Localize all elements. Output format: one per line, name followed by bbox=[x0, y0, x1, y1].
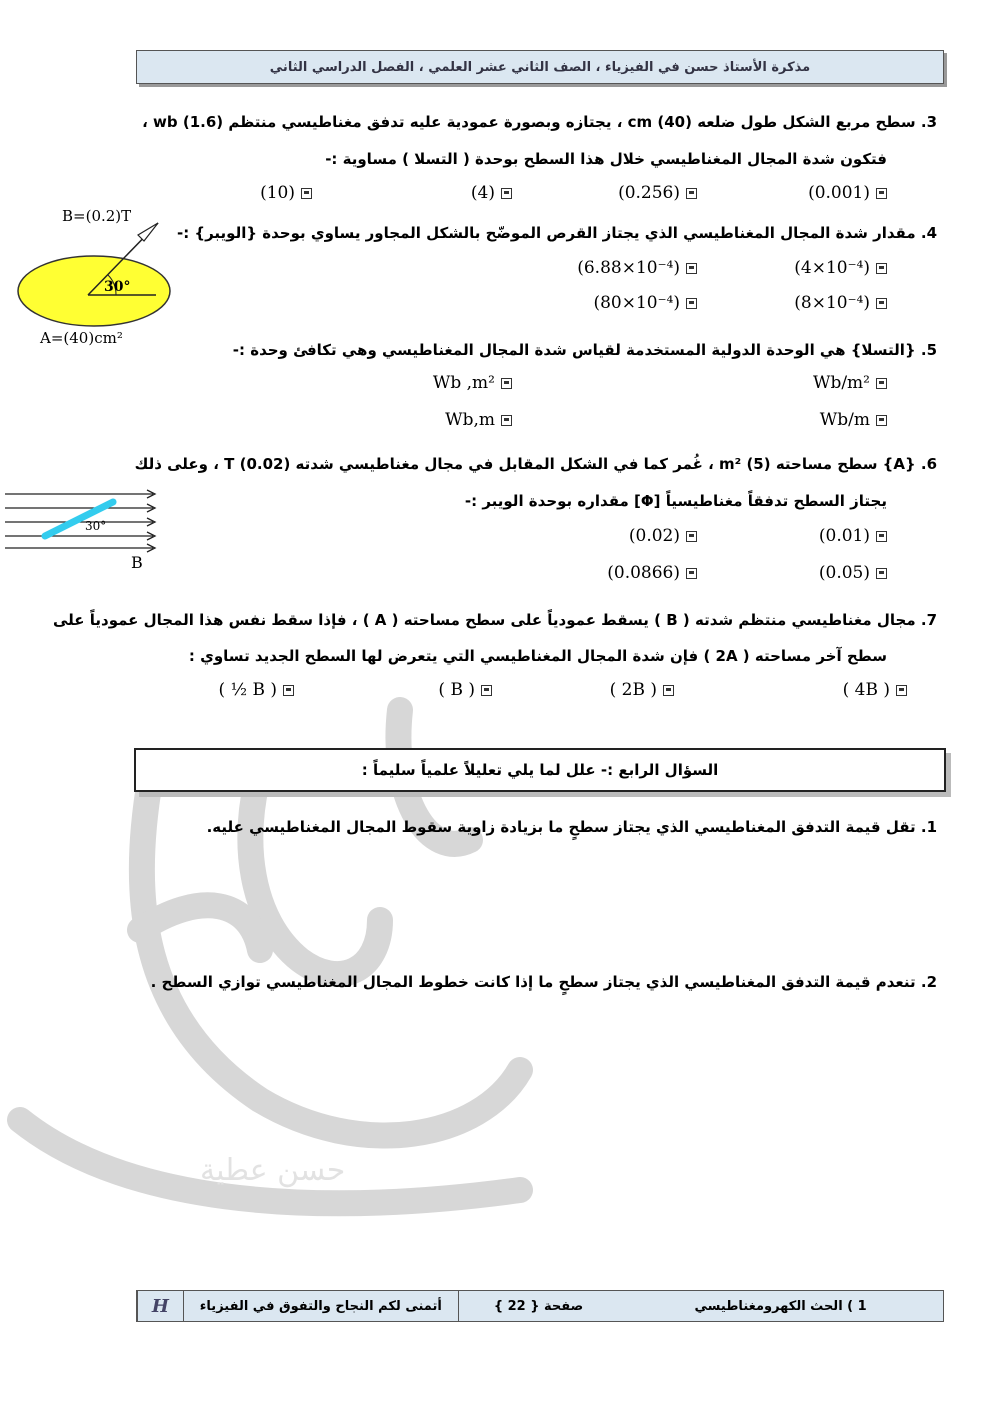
section-heading bbox=[134, 748, 946, 792]
q3-line1: 3. سطح مربع الشكل طول ضلعه cm (40) ، يجتازه وبصورة عمودية عليه تدفق مغناطيسي منتظم wb (1.6) ، bbox=[142, 113, 937, 131]
q6-angle-label: 30° bbox=[85, 519, 107, 533]
q7-line2: سطح آخر مساحته ( 2A ) فإن شدة المجال المغناطيسي التي يتعرض لها السطح الجديد تساوي : bbox=[188, 647, 887, 665]
q5-option-2[interactable]: Wb ,m² bbox=[433, 373, 512, 393]
watermark bbox=[0, 600, 600, 1240]
footer-chapter: 1 ) الحث الكهرومغناطيسي bbox=[694, 1298, 867, 1314]
q4-line1: 4. مقدار شدة المجال المغناطيسي الذي يجتاز القرص الموضّح بالشكل المجاور يساوي بوحدة {الويبر} :- bbox=[176, 224, 937, 242]
q7-option-2[interactable]: ( 2B ) bbox=[610, 680, 674, 700]
checkbox-icon[interactable] bbox=[501, 378, 512, 389]
footer-wish: أتمنى لكم النجاح والتفوق في الفيزياء bbox=[183, 1291, 458, 1321]
checkbox-icon[interactable] bbox=[876, 298, 887, 309]
checkbox-icon[interactable] bbox=[686, 263, 697, 274]
q6-figure bbox=[5, 484, 165, 574]
q3-option-2[interactable]: (0.256) bbox=[618, 183, 697, 203]
footer-bar bbox=[136, 1290, 944, 1322]
reason-2: 2. تنعدم قيمة التدفق المغناطيسي الذي يجتاز سطحٍ ما إذا كانت خطوط المجال المغناطيسي توازي السطح . bbox=[150, 973, 937, 991]
reason-1: 1. تقل قيمة التدفق المغناطيسي الذي يجتاز سطحٍ ما بزيادة زاوية سقوط المجال المغناطيسي عليه. bbox=[206, 818, 937, 836]
q4-option-4[interactable]: (80×10⁻⁴) bbox=[593, 293, 697, 313]
checkbox-icon[interactable] bbox=[283, 685, 294, 696]
header-bar bbox=[136, 50, 944, 84]
q5-option-4[interactable]: Wb,m bbox=[445, 410, 512, 430]
section-title: السؤال الرابع :- علل لما يلي تعليلاً علمياً سليماً : bbox=[361, 761, 719, 779]
q4-option-3[interactable]: (8×10⁻⁴) bbox=[794, 293, 887, 313]
q6-option-4[interactable]: (0.0866) bbox=[607, 563, 697, 583]
checkbox-icon[interactable] bbox=[686, 188, 697, 199]
q5-line1: 5. {التسلا} هي الوحدة الدولية المستخدمة لقياس شدة المجال المغناطيسي وهي تكافئ وحدة :- bbox=[232, 341, 937, 359]
q4-area-label: A=(40)cm² bbox=[40, 329, 123, 347]
q3-option-4[interactable]: (10) bbox=[260, 183, 312, 203]
checkbox-icon[interactable] bbox=[876, 188, 887, 199]
header-title: مذكرة الأستاذ حسن في الفيزياء ، الصف الثاني عشر العلمي ، الفصل الدراسي الثاني bbox=[269, 59, 811, 75]
checkbox-icon[interactable] bbox=[686, 531, 697, 542]
q3-option-1[interactable]: (0.001) bbox=[808, 183, 887, 203]
checkbox-icon[interactable] bbox=[686, 568, 697, 579]
q6-option-2[interactable]: (0.02) bbox=[629, 526, 697, 546]
checkbox-icon[interactable] bbox=[876, 531, 887, 542]
q4-angle-label: 30° bbox=[104, 279, 131, 295]
q7-line1: 7. مجال مغناطيسي منتظم شدته ( B ) يسقط عمودياً على سطح مساحته ( A ) ، فإذا سقط نفس هذا المجال عمودياً على bbox=[52, 611, 937, 629]
q7-option-3[interactable]: ( B ) bbox=[438, 680, 492, 700]
footer-page: صفحة { 22 } bbox=[458, 1291, 618, 1321]
checkbox-icon[interactable] bbox=[663, 685, 674, 696]
q5-option-1[interactable]: Wb/m² bbox=[813, 373, 887, 393]
q6-line2: يجتاز السطح تدفقاً مغناطيسياً [Φ] مقداره بوحدة الويبر :- bbox=[464, 492, 887, 510]
checkbox-icon[interactable] bbox=[686, 298, 697, 309]
q6-option-3[interactable]: (0.05) bbox=[819, 563, 887, 583]
q4-option-2[interactable]: (6.88×10⁻⁴) bbox=[577, 258, 697, 278]
checkbox-icon[interactable] bbox=[876, 568, 887, 579]
checkbox-icon[interactable] bbox=[501, 188, 512, 199]
q4-figure bbox=[8, 203, 178, 348]
q3-line2: فتكون شدة المجال المغناطيسي خلال هذا السطح بوحدة ( التسلا ) مساوية :- bbox=[325, 150, 887, 168]
checkbox-icon[interactable] bbox=[876, 378, 887, 389]
checkbox-icon[interactable] bbox=[876, 415, 887, 426]
checkbox-icon[interactable] bbox=[481, 685, 492, 696]
q6-line1: 6. {A} سطح مساحته m² (5) ، غُمر كما في الشكل المقابل في مجال مغناطيسي شدته T (0.02) ، وعلى ذلك bbox=[134, 455, 937, 473]
q6-option-1[interactable]: (0.01) bbox=[819, 526, 887, 546]
q5-option-3[interactable]: Wb/m bbox=[820, 410, 887, 430]
q7-option-1[interactable]: ( 4B ) bbox=[843, 680, 907, 700]
q4-b-label: B=(0.2)T bbox=[62, 207, 132, 225]
checkbox-icon[interactable] bbox=[896, 685, 907, 696]
q7-option-4[interactable]: ( ½ B ) bbox=[219, 680, 294, 700]
checkbox-icon[interactable] bbox=[501, 415, 512, 426]
checkbox-icon[interactable] bbox=[876, 263, 887, 274]
q3-option-3[interactable]: (4) bbox=[471, 183, 512, 203]
footer-logo: H bbox=[137, 1291, 183, 1321]
q4-option-1[interactable]: (4×10⁻⁴) bbox=[794, 258, 887, 278]
checkbox-icon[interactable] bbox=[301, 188, 312, 199]
watermark-text: حسن عطية bbox=[200, 1153, 346, 1188]
q6-b-label: B bbox=[131, 553, 143, 572]
